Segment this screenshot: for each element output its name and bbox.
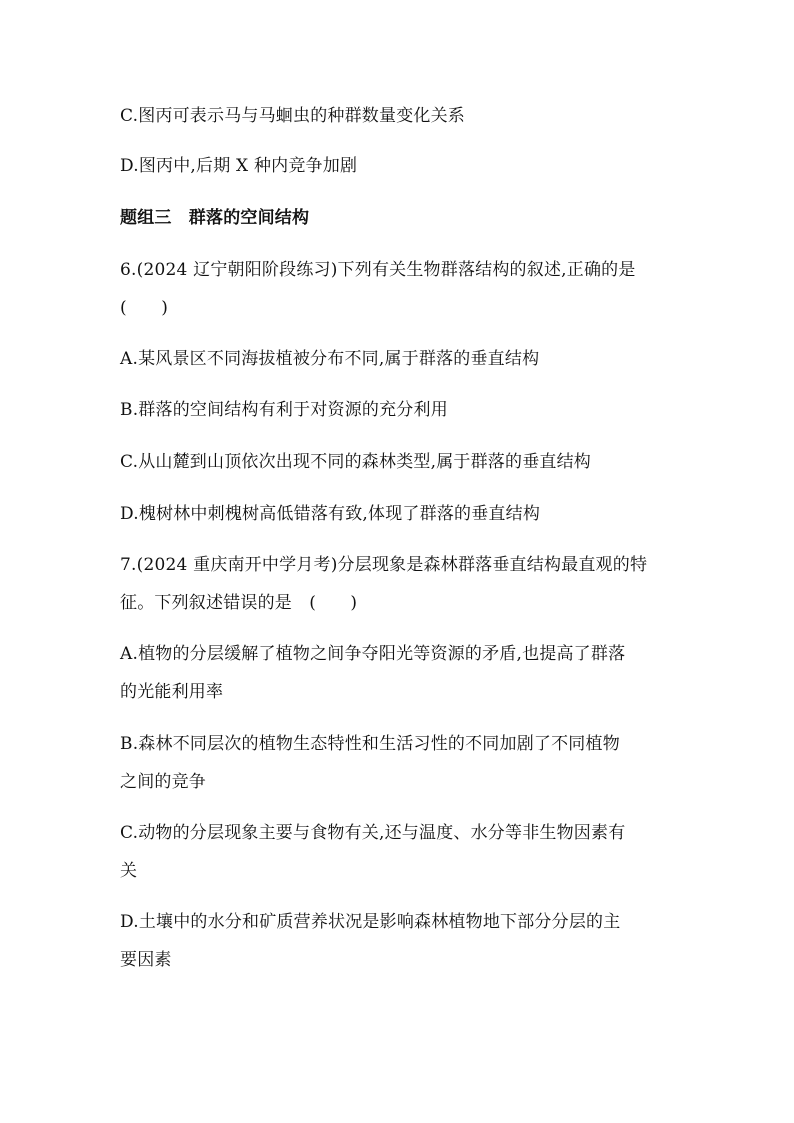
q6-option-c: C.从山麓到山顶依次出现不同的森林类型,属于群落的垂直结构 <box>120 452 592 472</box>
q7-option-a-line1: A.植物的分层缓解了植物之间争夺阳光等资源的矛盾,也提高了群落 <box>120 644 626 664</box>
q7-stem-line1: 7.(2024 重庆南开中学月考)分层现象是森林群落垂直结构最直观的特 <box>120 555 648 575</box>
q7-option-a-line2: 的光能利用率 <box>120 682 224 702</box>
q7-option-d-line2: 要因素 <box>120 950 172 970</box>
q7-option-c-line1: C.动物的分层现象主要与食物有关,还与温度、水分等非生物因素有 <box>120 823 626 843</box>
q6-option-d: D.槐树林中刺槐树高低错落有致,体现了群落的垂直结构 <box>120 504 541 524</box>
q7-option-b-line1: B.森林不同层次的植物生态特性和生活习性的不同加剧了不同植物 <box>120 734 620 754</box>
q7-option-b-line2: 之间的竞争 <box>120 772 206 792</box>
q5-option-d: D.图丙中,后期 X 种内竞争加剧 <box>120 156 358 176</box>
q5-option-c: C.图丙可表示马与马蛔虫的种群数量变化关系 <box>120 106 466 126</box>
q7-option-d-line1: D.土壤中的水分和矿质营养状况是影响森林植物地下部分分层的主 <box>120 912 621 932</box>
q6-answer-bracket: ( ) <box>120 298 169 318</box>
section-heading: 题组三 群落的空间结构 <box>120 208 310 228</box>
q7-option-c-line2: 关 <box>120 861 138 881</box>
q6-option-a: A.某风景区不同海拔植被分布不同,属于群落的垂直结构 <box>120 349 540 369</box>
q6-stem-line1: 6.(2024 辽宁朝阳阶段练习)下列有关生物群落结构的叙述,正确的是 <box>120 260 636 280</box>
q7-stem-line2: 征。下列叙述错误的是 ( ) <box>120 593 358 613</box>
q6-option-b: B.群落的空间结构有利于对资源的充分利用 <box>120 400 448 420</box>
